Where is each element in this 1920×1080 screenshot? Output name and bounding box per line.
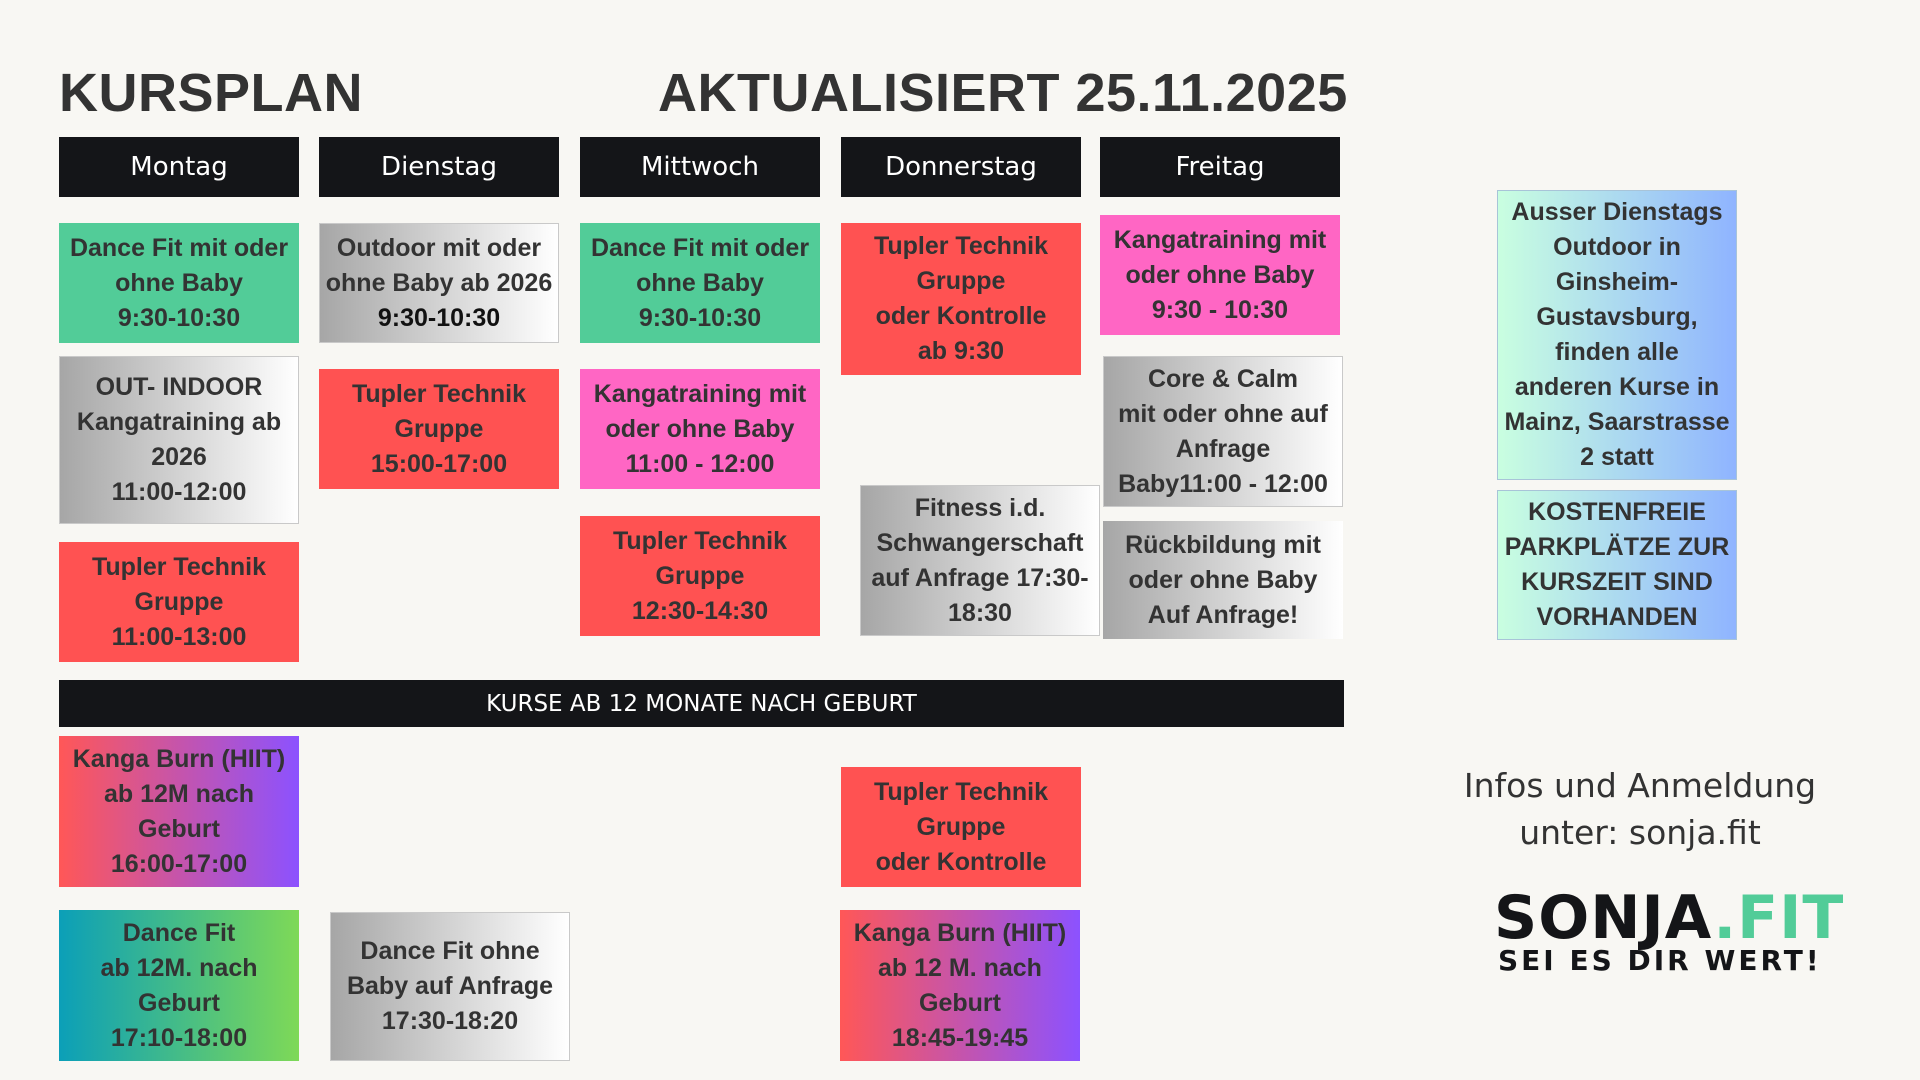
website-link[interactable]: unter: sonja.fit [1519,813,1761,852]
course-card-wednesday-dance-fit [580,223,820,343]
course-subtitle: Baby auf Anfrage [346,972,554,1000]
info-line: 2 statt [1580,443,1654,471]
course-time: 12:30-14:30 [631,596,769,625]
course-subtitle: oder Kontrolle [875,847,1047,876]
course-time: 11:00-13:00 [111,622,247,651]
course-time: 11:00 - 12:00 [625,449,775,478]
course-title: Dance Fit [122,918,236,947]
course-card-thursday-pregnancy-fitness [860,485,1100,636]
info-line: KOSTENFREIE [1528,498,1706,526]
course-card-tuesday-outdoor [319,223,559,343]
day-header-tuesday: Dienstag [319,137,559,197]
course-card-thursday-kanga-burn [840,910,1080,1061]
info-line: Gustavsburg, [1536,303,1698,331]
course-title: Kanga Burn (HIIT) [853,918,1067,947]
course-time: 9:30-10:30 [377,303,501,332]
course-title: Tupler Technik [873,232,1049,260]
course-card-wednesday-kangatraining [580,369,820,489]
course-card-tuesday-dance-fit [330,912,570,1061]
course-card-friday-kangatraining [1100,215,1340,335]
course-time: 16:00-17:00 [110,849,248,878]
course-time: 11:00-12:00 [111,478,247,506]
course-title: Tupler Technik [873,777,1049,806]
course-subtitle: oder ohne Baby [1125,260,1315,289]
day-header-friday: Freitag [1100,137,1340,197]
parking-info-box [1497,490,1737,640]
section-banner-12-months: KURSE AB 12 MONATE NACH GEBURT [59,680,1344,727]
course-card-monday-kanga-burn [59,736,299,887]
course-subtitle: ohne Baby [115,268,243,297]
location-info-box [1497,190,1737,480]
course-card-wednesday-tupler [580,516,820,636]
course-subtitle: 2026 [151,443,207,471]
course-title: Kangatraining mit [593,379,807,408]
course-subtitle: ohne Baby [636,268,764,297]
info-line: Ausser Dienstags [1511,198,1723,226]
info-line: Ginsheim- [1555,268,1679,296]
course-subtitle: Geburt [919,988,1001,1017]
course-subtitle: ab 12M. nach [100,953,258,982]
day-header-thursday: Donnerstag [841,137,1081,197]
course-title: Kanga Burn (HIIT) [72,744,286,773]
info-line: Outdoor in [1553,233,1681,261]
course-time: 18:30 [948,598,1012,627]
course-title: OUT- INDOOR [95,373,263,401]
course-card-tuesday-tupler [319,369,559,489]
course-title: Tupler Technik [612,526,788,555]
course-subtitle: oder ohne Baby [1128,565,1318,594]
course-title: Tupler Technik [351,379,527,408]
logo-text-accent: .FIT [1713,883,1845,953]
course-title: Fitness i.d. [914,493,1046,522]
brand-logo [1494,883,1845,953]
update-date: AKTUALISIERT 25.11.2025 [658,63,1348,123]
course-title: Outdoor mit oder [336,233,542,262]
course-card-monday-dance-fit-12m [59,910,299,1061]
course-title: Rückbildung mit [1125,530,1321,559]
course-time: ab 9:30 [917,337,1005,365]
info-line: finden alle [1555,338,1679,366]
course-subtitle: ohne Baby ab 2026 [325,268,553,297]
course-card-friday-core-calm [1103,356,1343,507]
course-time: 17:30-18:20 [381,1007,519,1035]
course-subtitle: Gruppe [134,587,224,616]
course-subtitle: Gruppe [655,561,745,590]
info-line: Mainz, Saarstrasse [1504,408,1730,436]
course-time: 9:30-10:30 [638,303,762,332]
course-title: Core & Calm [1147,364,1299,393]
course-title: Dance Fit ohne [360,937,540,965]
logo-text: SONJA [1494,883,1714,953]
info-line: anderen Kurse in [1514,373,1720,401]
course-card-monday-tupler [59,542,299,662]
page-title: KURSPLAN [59,63,364,123]
course-time: 17:10-18:00 [110,1023,248,1052]
brand-slogan: SEI ES DIR WERT! [1498,944,1822,977]
course-time: 9:30 - 10:30 [1151,295,1289,324]
course-subtitle: Gruppe [916,812,1006,841]
course-card-monday-dance-fit [59,223,299,343]
course-subtitle: Schwangerschaft [876,528,1084,557]
course-subtitle: mit oder ohne auf [1118,399,1328,428]
course-subtitle: Gruppe [394,414,484,443]
course-time: 15:00-17:00 [370,449,508,478]
course-title: Kangatraining mit [1113,225,1327,254]
course-time: 18:45-19:45 [891,1023,1029,1052]
course-subtitle: ab 12M nach [103,779,255,808]
course-title: Dance Fit mit oder [69,233,289,262]
course-time: Auf Anfrage! [1147,600,1299,629]
day-header-monday: Montag [59,137,299,197]
course-subtitle: Gruppe [916,267,1006,295]
course-time: Baby11:00 - 12:00 [1118,469,1328,498]
course-subtitle: Geburt [138,988,220,1017]
course-title: Dance Fit mit oder [590,233,810,262]
course-subtitle: Geburt [138,814,220,843]
course-card-thursday-tupler [841,223,1081,375]
info-line: VORHANDEN [1536,603,1698,631]
info-line: KURSZEIT SIND [1521,568,1713,596]
course-card-friday-rueckbildung [1103,521,1343,639]
info-line: Infos und Anmeldung [1463,766,1817,805]
course-title: Tupler Technik [91,552,267,581]
course-subtitle: Anfrage [1175,434,1271,463]
course-subtitle: Kangatraining ab [76,408,282,436]
day-header-wednesday: Mittwoch [580,137,820,197]
registration-info [1460,762,1820,856]
info-line: PARKPLÄTZE ZUR [1504,533,1730,561]
course-card-monday-kangatraining [59,356,299,524]
course-time: 9:30-10:30 [117,303,241,332]
course-subtitle: oder ohne Baby [605,414,795,443]
course-subtitle: auf Anfrage 17:30- [871,563,1089,592]
course-subtitle: ab 12 M. nach [878,953,1042,982]
course-subtitle: oder Kontrolle [875,302,1047,330]
course-card-thursday-tupler-evening [841,767,1081,887]
